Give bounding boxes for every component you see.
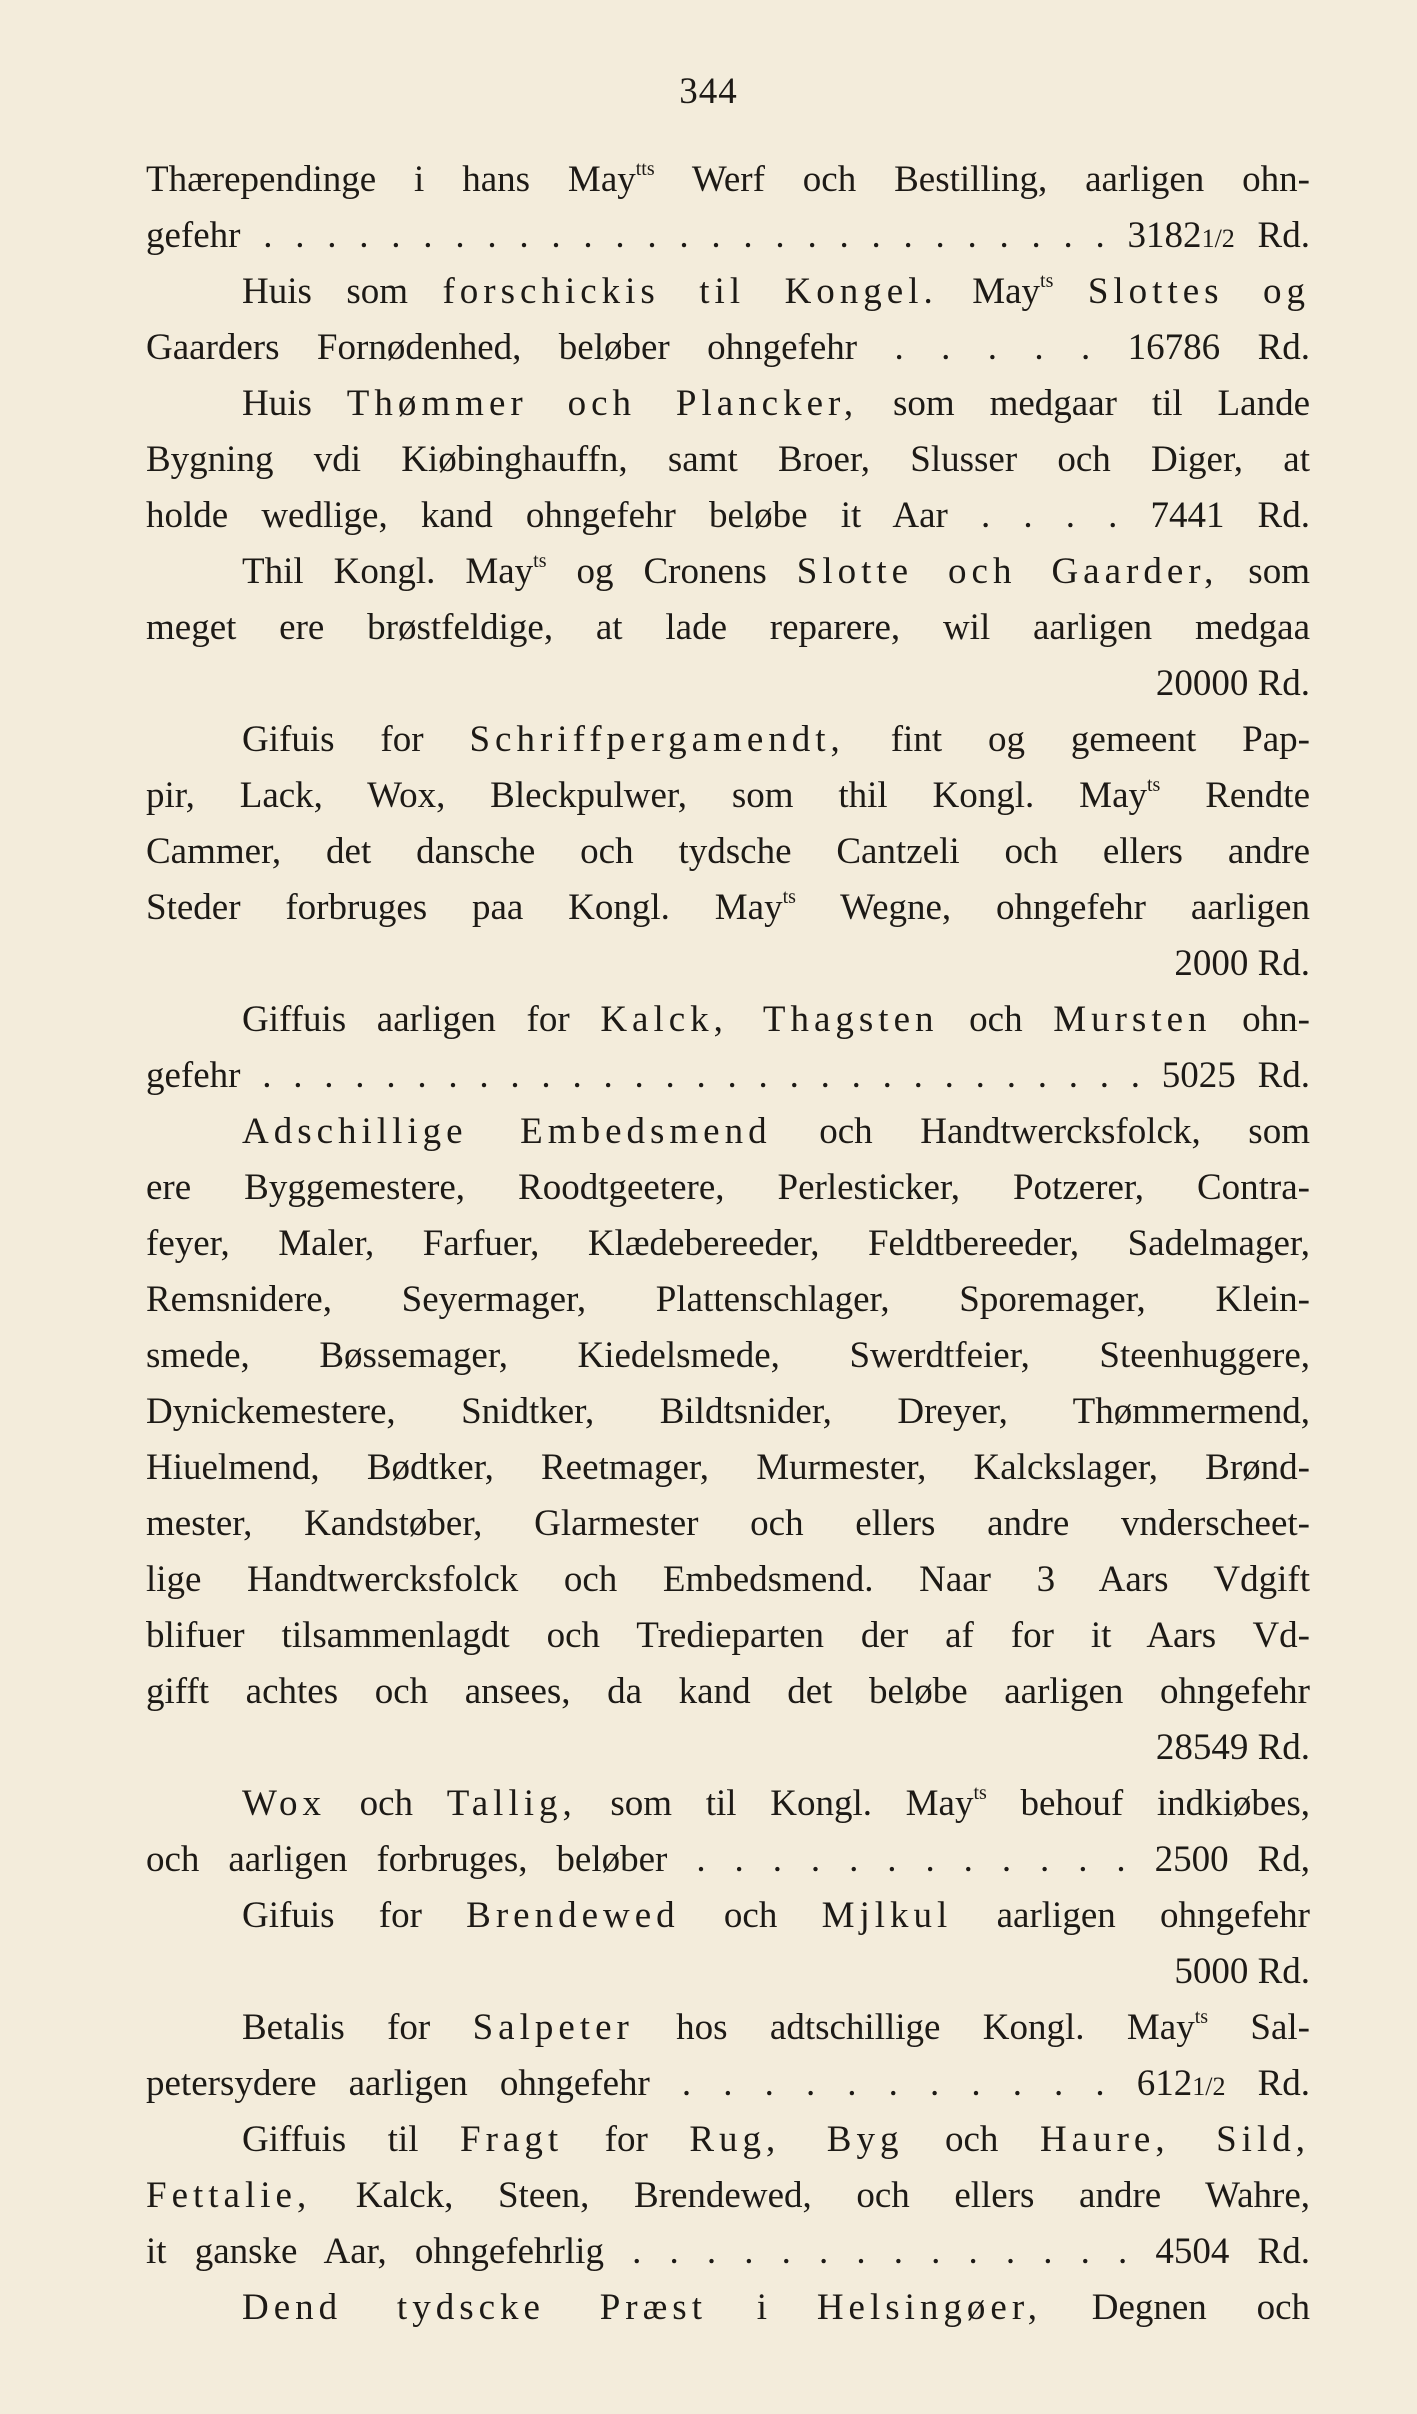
text-line: Betalis for Salpeter hos adtschillige Kongl. May$^{ts}$ Sal- bbox=[242, 2005, 1310, 2048]
text-line: 20000 Rd. bbox=[1155, 663, 1310, 704]
text-line: Thil Kongl. May$^{ts}$ og Cronens Slotte och Gaarder, som bbox=[242, 549, 1310, 592]
text-line: Huis Thømmer och Plancker, som medgaar til Lande bbox=[242, 383, 1310, 424]
text-line: Cammer, det dansche och tydsche Cantzeli och ellers andre bbox=[146, 831, 1310, 872]
text-line: Wox och Tallig, som til Kongl. May$^{ts}$ behouf indkiøbes, bbox=[242, 1781, 1310, 1824]
text-line: 2000 Rd. bbox=[1174, 943, 1310, 984]
text-line: petersydere aarligen ohngefehr . . . . . . . . . . . 6121/2 Rd. bbox=[146, 2063, 1310, 2104]
text-line: Remsnidere, Seyermager, Plattenschlager, Sporemager, Klein- bbox=[146, 1279, 1310, 1320]
text-line: Adschillige Embedsmend och Handtwercksfolck, som bbox=[242, 1111, 1310, 1152]
text-line: meget ere brøstfeldige, at lade reparere, wil aarligen medgaa bbox=[146, 607, 1310, 648]
text-line: pir, Lack, Wox, Bleckpulwer, som thil Kongl. May$^{ts}$ Rendte bbox=[146, 773, 1310, 816]
text-line: Giffuis aarligen for Kalck, Thagsten och Mursten ohn- bbox=[242, 999, 1310, 1040]
text-line: smede, Bøssemager, Kiedelsmede, Swerdtfeier, Steenhuggere, bbox=[146, 1335, 1310, 1376]
text-line: lige Handtwercksfolck och Embedsmend. Naar 3 Aars Vdgift bbox=[146, 1559, 1310, 1600]
page-number: 344 bbox=[679, 71, 738, 112]
text-line: Dynickemestere, Snidtker, Bildtsnider, Dreyer, Thømmermend, bbox=[146, 1391, 1310, 1432]
text-line: Gifuis for Schriffpergamendt, fint og gemeent Pap- bbox=[242, 719, 1310, 760]
text-line: Bygning vdi Kiøbinghauffn, samt Broer, Slusser och Diger, at bbox=[146, 439, 1310, 480]
text-line: Huis som forschickis til Kongel. May$^{ts}$ Slottes og bbox=[242, 269, 1310, 312]
text-line: Thærependinge i hans May$^{tts}$ Werf och Bestilling, aarligen ohn- bbox=[146, 157, 1310, 200]
text-line: gefehr . . . . . . . . . . . . . . . . . . . . . . . . . . . 31821/2 Rd. bbox=[146, 215, 1310, 256]
text-line: blifuer tilsammenlagdt och Tredieparten der af for it Aars Vd- bbox=[146, 1615, 1310, 1656]
text-line: Gaarders Fornødenhed, beløber ohngefehr . . . . . 16786 Rd. bbox=[146, 327, 1310, 368]
text-line: Dend tydscke Præst i Helsingøer, Degnen och bbox=[242, 2287, 1310, 2328]
text-line: 5000 Rd. bbox=[1174, 1951, 1310, 1992]
body-text bbox=[146, 152, 1310, 2336]
text-line: 28549 Rd. bbox=[1155, 1727, 1310, 1768]
text-line: Fettalie, Kalck, Steen, Brendewed, och ellers andre Wahre, bbox=[146, 2175, 1310, 2216]
text-line: ere Byggemestere, Roodtgeetere, Perlesticker, Potzerer, Contra- bbox=[146, 1167, 1310, 1208]
text-line: Giffuis til Fragt for Rug, Byg och Haure, Sild, bbox=[242, 2119, 1310, 2160]
text-line: holde wedlige, kand ohngefehr beløbe it Aar . . . . 7441 Rd. bbox=[146, 495, 1310, 536]
text-line: Gifuis for Brendewed och Mjlkul aarligen ohngefehr bbox=[242, 1895, 1310, 1936]
text-line: mester, Kandstøber, Glarmester och ellers andre vnderscheet- bbox=[146, 1503, 1310, 1544]
text-line: it ganske Aar, ohngefehrlig . . . . . . . . . . . . . . 4504 Rd. bbox=[146, 2231, 1310, 2272]
text-line: Steder forbruges paa Kongl. May$^{ts}$ Wegne, ohngefehr aarligen bbox=[146, 885, 1310, 928]
text-line: gefehr . . . . . . . . . . . . . . . . . . . . . . . . . . . . . 5025 Rd. bbox=[146, 1055, 1310, 1096]
text-line: feyer, Maler, Farfuer, Klædebereeder, Feldtbereeder, Sadelmager, bbox=[146, 1223, 1310, 1264]
text-line: Hiuelmend, Bødtker, Reetmager, Murmester, Kalckslager, Brønd- bbox=[146, 1447, 1310, 1488]
text-line: och aarligen forbruges, beløber . . . . . . . . . . . . 2500 Rd, bbox=[146, 1839, 1310, 1880]
text-line: gifft achtes och ansees, da kand det beløbe aarligen ohngefehr bbox=[146, 1671, 1310, 1712]
